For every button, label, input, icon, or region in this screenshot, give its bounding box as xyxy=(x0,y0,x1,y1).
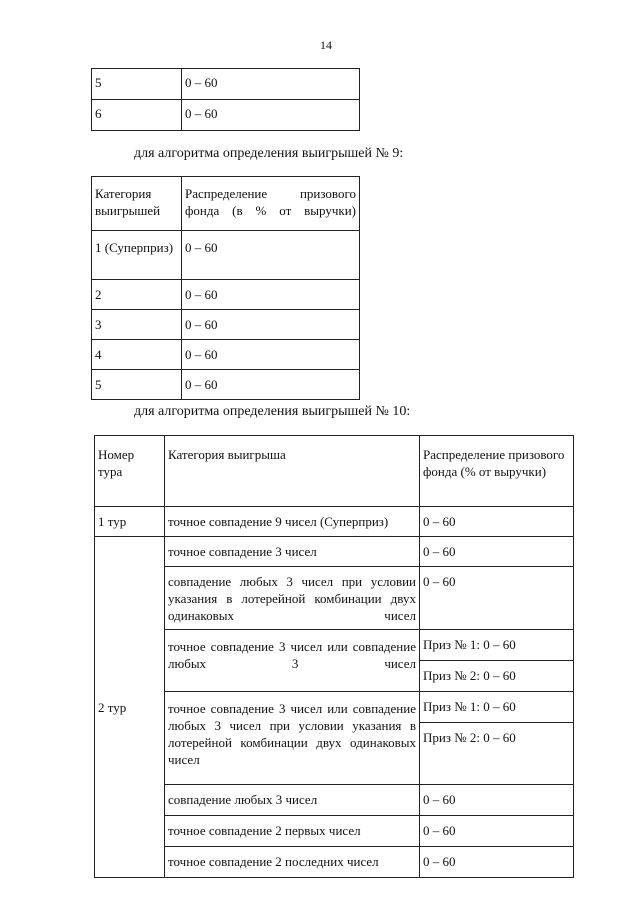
prize-2-cell: Приз № 2: 0 – 60 xyxy=(420,661,574,692)
table-row xyxy=(92,370,360,400)
round-header: Номер тура xyxy=(95,436,165,507)
prize-1-cell: Приз № 1: 0 – 60 xyxy=(420,692,574,723)
algorithm-9-table xyxy=(91,176,360,400)
category-cell: точное совпадение 9 чисел (Суперприз) xyxy=(165,507,420,537)
share-cell: 0 – 60 xyxy=(182,100,360,131)
share-cell: 0 – 60 xyxy=(420,567,574,630)
algorithm-10-heading: для алгоритма определения выигрышей № 10: xyxy=(134,404,411,419)
category-cell: точное совпадение 3 чисел или совпадение любых 3 чисел при условии указания в лотерейной комбинации двух одинаковых чисел xyxy=(165,692,420,785)
table-row xyxy=(92,310,360,340)
table-row xyxy=(92,340,360,370)
category-cell: 4 xyxy=(92,340,182,370)
share-cell: 0 – 60 xyxy=(182,231,360,280)
round-cell: 1 тур xyxy=(95,507,165,537)
table-row xyxy=(92,280,360,310)
table-header-row xyxy=(92,177,360,231)
page-number: 14 xyxy=(320,38,332,52)
share-cell: 0 – 60 xyxy=(420,847,574,878)
category-cell: точное совпадение 3 чисел xyxy=(165,537,420,567)
table-row xyxy=(92,69,360,100)
table-row xyxy=(95,692,574,723)
category-cell: 3 xyxy=(92,310,182,340)
category-header: Категория выигрышей xyxy=(92,177,182,231)
round-cell: 2 тур xyxy=(95,537,165,878)
category-cell: 6 xyxy=(92,100,182,131)
table-row xyxy=(95,567,574,630)
category-cell: точное совпадение 2 первых чисел xyxy=(165,816,420,847)
category-cell: 5 xyxy=(92,69,182,100)
table-row xyxy=(95,537,574,567)
share-cell: 0 – 60 xyxy=(182,69,360,100)
algorithm-9-heading: для алгоритма определения выигрышей № 9: xyxy=(134,146,404,161)
table-row xyxy=(92,231,360,280)
category-cell: 1 (Суперприз) xyxy=(92,231,182,280)
category-cell: точное совпадение 3 чисел или совпадение любых 3 чисел xyxy=(165,630,420,692)
share-cell: 0 – 60 xyxy=(420,537,574,567)
share-cell: 0 – 60 xyxy=(182,370,360,400)
table-row xyxy=(95,847,574,878)
distribution-header: Распределение призового фонда (% от выручки) xyxy=(420,436,574,507)
share-cell: 0 – 60 xyxy=(182,310,360,340)
table-row xyxy=(95,630,574,661)
category-cell: совпадение любых 3 чисел xyxy=(165,785,420,816)
category-cell: 5 xyxy=(92,370,182,400)
prize-2-cell: Приз № 2: 0 – 60 xyxy=(420,723,574,785)
category-header: Категория выигрыша xyxy=(165,436,420,507)
table-row xyxy=(95,785,574,816)
table-row xyxy=(95,816,574,847)
share-cell: 0 – 60 xyxy=(182,280,360,310)
share-cell: 0 – 60 xyxy=(420,507,574,537)
share-cell: 0 – 60 xyxy=(182,340,360,370)
table-row xyxy=(92,100,360,131)
table-row xyxy=(95,507,574,537)
prize-table-continued xyxy=(91,68,360,131)
prize-1-cell: Приз № 1: 0 – 60 xyxy=(420,630,574,661)
category-cell: 2 xyxy=(92,280,182,310)
distribution-header: Распределение призового фонда (в % от выручки) xyxy=(182,177,360,231)
share-cell: 0 – 60 xyxy=(420,816,574,847)
table-header-row xyxy=(95,436,574,507)
category-cell: точное совпадение 2 последних чисел xyxy=(165,847,420,878)
share-cell: 0 – 60 xyxy=(420,785,574,816)
algorithm-10-table xyxy=(94,435,574,878)
category-cell: совпадение любых 3 чисел при условии указания в лотерейной комбинации двух одинаковых чисел xyxy=(165,567,420,630)
